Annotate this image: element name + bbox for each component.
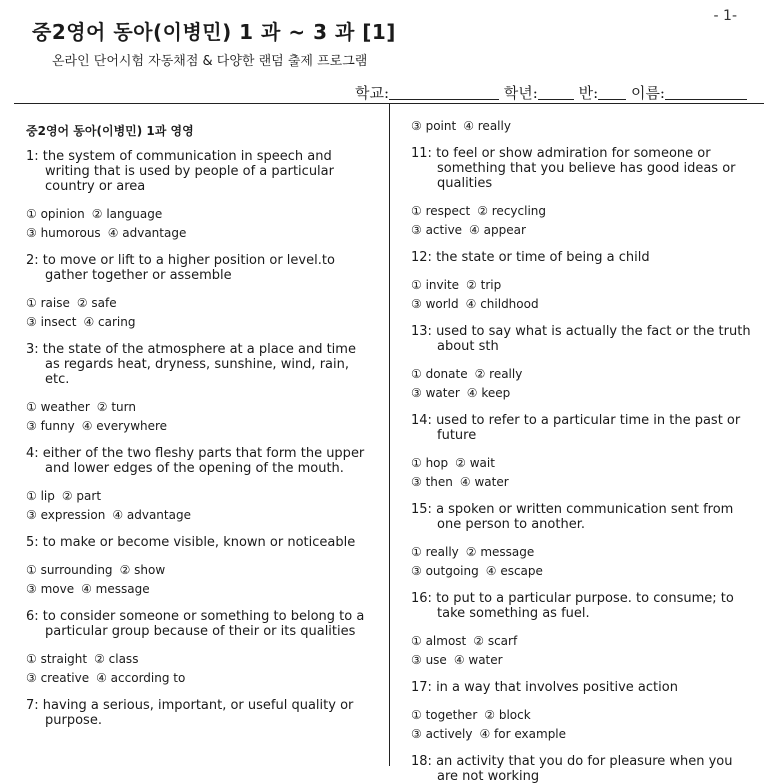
option[interactable]: ④ childhood — [465, 297, 539, 311]
question-18: 18: an activity that you do for pleasure when you are not working — [411, 754, 733, 784]
question-15: 15: a spoken or written communication sent from one person to another. — [411, 502, 734, 532]
option[interactable]: ④ escape — [485, 564, 543, 578]
option[interactable]: ② message — [465, 545, 535, 559]
option[interactable]: ④ for example — [479, 727, 567, 741]
question-3: 3: the state of the atmosphere at a place and time as regards heat, dryness, sunshine, wind, rain, etc. — [26, 342, 356, 387]
worksheet-title: 중2영어 동아(이병민) 1 과 ~ 3 과 [1] — [32, 20, 396, 44]
options-5 — [26, 561, 366, 599]
left-column — [26, 104, 366, 728]
right-column — [411, 104, 756, 784]
options-17 — [411, 706, 756, 744]
options-1 — [26, 205, 366, 243]
question-12: 12: the state or time of being a child — [411, 250, 650, 265]
option[interactable]: ② wait — [455, 456, 495, 470]
option[interactable]: ③ humorous — [26, 226, 101, 240]
options-3 — [26, 398, 366, 436]
options-12 — [411, 276, 756, 314]
option[interactable]: ② really — [474, 367, 523, 381]
name-blank — [665, 85, 747, 100]
option[interactable]: ③ move — [26, 582, 75, 596]
option[interactable]: ② turn — [96, 400, 136, 414]
options-13 — [411, 365, 756, 403]
option[interactable]: ① opinion — [26, 207, 85, 221]
option[interactable]: ② safe — [76, 296, 117, 310]
option[interactable]: ① weather — [26, 400, 90, 414]
option[interactable]: ④ really — [463, 119, 511, 133]
option[interactable]: ④ water — [459, 475, 509, 489]
option[interactable]: ③ point — [411, 119, 457, 133]
option[interactable]: ④ caring — [83, 315, 136, 329]
option[interactable]: ① lip — [26, 489, 55, 503]
question-2: 2: to move or lift to a higher position or level.to gather together or assemble — [26, 253, 335, 283]
options-4 — [26, 487, 366, 525]
option[interactable]: ① almost — [411, 634, 467, 648]
option[interactable]: ② scarf — [473, 634, 518, 648]
option[interactable]: ① straight — [26, 652, 88, 666]
question-7: 7: having a serious, important, or useful quality or purpose. — [26, 698, 354, 728]
option[interactable]: ① invite — [411, 278, 460, 292]
question-13: 13: used to say what is actually the fact or the truth about sth — [411, 324, 751, 354]
student-info-line — [355, 82, 747, 103]
options-14 — [411, 454, 756, 492]
option[interactable]: ③ then — [411, 475, 453, 489]
school-label: 학교: — [354, 84, 390, 102]
option[interactable]: ④ message — [81, 582, 150, 596]
carryover-options — [411, 117, 756, 136]
option[interactable]: ① donate — [411, 367, 468, 381]
question-11: 11: to feel or show admiration for someone or something that you believe has good ideas or qualities — [411, 146, 736, 191]
options-15 — [411, 543, 756, 581]
option[interactable]: ③ actively — [411, 727, 473, 741]
column-divider — [389, 104, 390, 766]
option[interactable]: ④ advantage — [112, 508, 191, 522]
option[interactable]: ③ expression — [26, 508, 106, 522]
option[interactable]: ② part — [61, 489, 102, 503]
option[interactable]: ② show — [119, 563, 166, 577]
option[interactable]: ① respect — [411, 204, 471, 218]
options-6 — [26, 650, 366, 688]
question-4: 4: either of the two fleshy parts that form the upper and lower edges of the opening of the mouth. — [26, 446, 365, 476]
option[interactable]: ③ funny — [26, 419, 75, 433]
question-14: 14: used to refer to a particular time in the past or future — [411, 413, 741, 443]
option[interactable]: ③ world — [411, 297, 459, 311]
question-17: 17: in a way that involves positive action — [411, 680, 678, 695]
grade-blank — [538, 85, 574, 100]
option[interactable]: ② recycling — [477, 204, 546, 218]
option[interactable]: ④ according to — [96, 671, 186, 685]
options-16 — [411, 632, 756, 670]
option[interactable]: ③ insect — [26, 315, 77, 329]
option[interactable]: ③ active — [411, 223, 463, 237]
page-number: - 1- — [713, 8, 737, 24]
option[interactable]: ① hop — [411, 456, 449, 470]
option[interactable]: ④ water — [453, 653, 503, 667]
class-label: 반: — [578, 84, 599, 102]
option[interactable]: ④ everywhere — [81, 419, 168, 433]
grade-label: 학년: — [503, 84, 538, 102]
option[interactable]: ③ water — [411, 386, 460, 400]
option[interactable]: ④ keep — [466, 386, 511, 400]
option[interactable]: ② block — [484, 708, 531, 722]
option[interactable]: ② class — [94, 652, 139, 666]
option[interactable]: ② language — [91, 207, 163, 221]
option[interactable]: ① surrounding — [26, 563, 113, 577]
question-6: 6: to consider someone or something to belong to a particular group because of their or its qualities — [26, 609, 365, 639]
option[interactable]: ③ use — [411, 653, 447, 667]
option[interactable]: ③ creative — [26, 671, 90, 685]
option[interactable]: ④ advantage — [107, 226, 187, 240]
school-blank — [389, 85, 499, 100]
option[interactable]: ① raise — [26, 296, 70, 310]
option[interactable]: ③ outgoing — [411, 564, 479, 578]
options-11 — [411, 202, 756, 240]
question-1: 1: the system of communication in speech and writing that is used by people of a particular country or area — [26, 149, 334, 194]
option[interactable]: ① together — [411, 708, 478, 722]
section-title: 중2영어 동아(이병민) 1과 영영 — [26, 124, 194, 138]
name-label: 이름: — [630, 84, 665, 102]
options-2 — [26, 294, 366, 332]
option[interactable]: ② trip — [466, 278, 502, 292]
option[interactable]: ④ appear — [469, 223, 526, 237]
question-16: 16: to put to a particular purpose. to consume; to take something as fuel. — [411, 591, 734, 621]
class-blank — [598, 85, 626, 100]
question-5: 5: to make or become visible, known or noticeable — [26, 535, 356, 550]
worksheet-subtitle: 온라인 단어시험 자동채점 & 다양한 랜덤 출제 프로그램 — [52, 54, 368, 69]
option[interactable]: ① really — [411, 545, 459, 559]
